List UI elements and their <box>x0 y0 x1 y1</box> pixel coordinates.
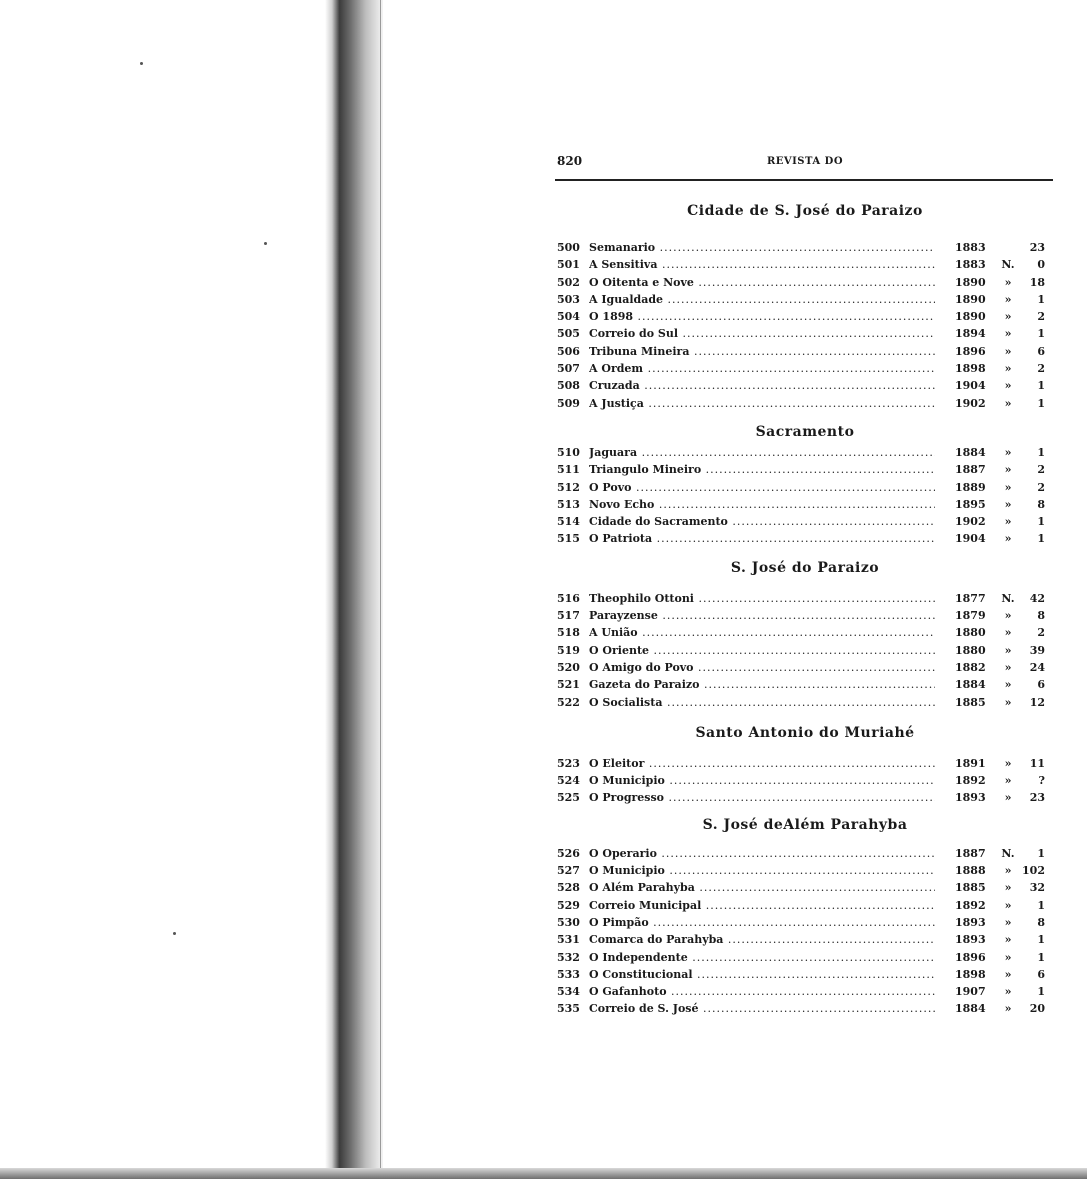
entry-year: 1898 <box>955 967 986 981</box>
entry-count: 6 <box>1037 678 1045 692</box>
entry-title: A Ordem ..... <box>589 360 935 377</box>
entry-row <box>555 444 1055 461</box>
entry-mark: » <box>1004 915 1012 929</box>
entry-number: 528 <box>557 881 580 895</box>
entry-count: 1 <box>1037 396 1045 410</box>
entry-year: 1880 <box>955 643 986 657</box>
entry-mark: » <box>1004 379 1012 393</box>
entry-number: 517 <box>557 609 580 623</box>
entry-year: 1898 <box>955 362 986 376</box>
entry-mark: » <box>1004 396 1012 410</box>
entry-count: 18 <box>1029 275 1045 289</box>
entry-mark: » <box>1004 985 1012 999</box>
entry-number: 513 <box>557 497 580 511</box>
entry-year: 1902 <box>955 396 986 410</box>
entry-title: O Operario ..... <box>589 845 935 862</box>
entry-count: 8 <box>1037 497 1045 511</box>
entry-mark: N. <box>1001 591 1015 605</box>
entry-number: 500 <box>557 241 580 254</box>
entry-number: 530 <box>557 915 580 929</box>
entry-row <box>555 343 1055 360</box>
entry-row <box>555 291 1055 308</box>
entry-number: 524 <box>557 774 580 788</box>
entry-row <box>555 624 1055 641</box>
entry-year: 1904 <box>955 532 986 546</box>
entry-row <box>555 479 1055 496</box>
entry-mark: » <box>1004 344 1012 358</box>
book-page <box>555 150 1055 1018</box>
entry-list <box>555 239 1055 412</box>
running-head <box>555 150 1055 176</box>
entry-number: 527 <box>557 864 580 878</box>
entry-row <box>555 659 1055 676</box>
scan-speck <box>140 62 143 65</box>
entry-mark: » <box>1004 362 1012 376</box>
entry-row <box>555 308 1055 325</box>
section-title: Santo Antonio do Muriahé <box>695 724 915 741</box>
entry-title: O Pimpão ..... <box>589 914 935 931</box>
entry-row <box>555 862 1055 879</box>
entry-mark: » <box>1004 660 1012 674</box>
entry-row <box>555 274 1055 291</box>
entry-number: 508 <box>557 379 580 393</box>
entry-mark: » <box>1004 791 1012 805</box>
entry-title: Cidade do Sacramento ..... <box>589 513 935 530</box>
entry-count: 2 <box>1037 310 1045 324</box>
entry-count: 1 <box>1037 445 1045 459</box>
entry-number: 518 <box>557 626 580 640</box>
entry-row <box>555 530 1055 547</box>
entry-title: Cruzada ..... <box>589 377 935 394</box>
entry-year: 1894 <box>955 327 986 341</box>
entry-list <box>555 755 1055 807</box>
entry-row <box>555 755 1055 772</box>
entry-number: 533 <box>557 967 580 981</box>
entry-row <box>555 789 1055 806</box>
entry-number: 535 <box>557 1002 580 1016</box>
entry-title: O Progresso ..... <box>589 789 935 806</box>
entry-count: 1 <box>1037 933 1045 947</box>
entry-title: O Socialista ..... <box>589 694 935 711</box>
entry-title: A Justiça ..... <box>589 395 935 412</box>
entry-title: O Oitenta e Nove ..... <box>589 274 935 291</box>
entry-count: 42 <box>1029 591 1045 605</box>
section-title: S. José do Paraizo <box>730 559 880 576</box>
entry-count: 102 <box>1022 864 1045 878</box>
entry-title: O Municipio ..... <box>589 772 935 789</box>
section-title: Cidade de S. José do Paraizo <box>687 203 923 219</box>
entry-number: 529 <box>557 898 580 912</box>
entry-year: 1896 <box>955 344 986 358</box>
section-title: Sacramento <box>755 423 855 440</box>
entry-row <box>555 983 1055 1000</box>
entry-row <box>555 325 1055 342</box>
book-spine-shadow <box>325 0 383 1179</box>
entry-row <box>555 676 1055 693</box>
page-edge-line <box>380 0 381 1179</box>
entry-year: 1885 <box>955 695 986 709</box>
entry-mark: » <box>1004 695 1012 709</box>
entry-number: 520 <box>557 660 580 674</box>
entry-mark: » <box>1004 898 1012 912</box>
entry-mark: » <box>1004 678 1012 692</box>
entry-year: 1890 <box>955 310 986 324</box>
entry-year: 1907 <box>955 985 986 999</box>
entry-number: 534 <box>557 985 580 999</box>
running-head-title: REVISTA DO <box>766 156 844 167</box>
entry-title: O 1898 ..... <box>589 308 935 325</box>
entry-row <box>555 256 1055 273</box>
entry-mark: » <box>1004 463 1012 477</box>
entry-mark: » <box>1004 445 1012 459</box>
entry-mark: » <box>1004 756 1012 770</box>
entry-row <box>555 897 1055 914</box>
entry-year: 1883 <box>955 241 986 254</box>
entry-title: O Municipio ..... <box>589 862 935 879</box>
entry-row <box>555 845 1055 862</box>
entry-row <box>555 607 1055 624</box>
entry-count: 32 <box>1029 881 1045 895</box>
entry-count: 6 <box>1037 344 1045 358</box>
entry-row <box>555 377 1055 394</box>
entry-number: 504 <box>557 310 580 324</box>
entry-year: 1883 <box>955 258 986 272</box>
entry-year: 1889 <box>955 480 986 494</box>
entry-number: 507 <box>557 362 580 376</box>
entry-title: O Independente ..... <box>589 949 935 966</box>
entry-number: 525 <box>557 791 580 805</box>
entry-year: 1904 <box>955 379 986 393</box>
entry-title: Theophilo Ottoni ..... <box>589 590 935 607</box>
entry-mark: » <box>1004 497 1012 511</box>
entry-row <box>555 1000 1055 1017</box>
entry-number: 506 <box>557 344 580 358</box>
entry-mark: N. <box>1001 258 1015 272</box>
entry-year: 1877 <box>955 591 986 605</box>
entry-year: 1887 <box>955 463 986 477</box>
entry-year: 1902 <box>955 515 986 529</box>
entry-mark: » <box>1004 626 1012 640</box>
entry-row <box>555 513 1055 530</box>
entry-number: 505 <box>557 327 580 341</box>
entry-number: 512 <box>557 480 580 494</box>
entry-year: 1893 <box>955 915 986 929</box>
entry-mark: » <box>1004 609 1012 623</box>
scan-speck <box>264 242 267 245</box>
entry-year: 1884 <box>955 678 986 692</box>
entry-mark: » <box>1004 950 1012 964</box>
entry-number: 519 <box>557 643 580 657</box>
entry-count: 1 <box>1037 292 1045 306</box>
entry-year: 1879 <box>955 609 986 623</box>
entry-count: 1 <box>1037 846 1045 860</box>
entry-title: O Amigo do Povo ..... <box>589 659 935 676</box>
entry-row <box>555 642 1055 659</box>
entry-count: 8 <box>1037 609 1045 623</box>
section-title: S. José deAlém Parahyba <box>702 816 908 833</box>
entry-mark: » <box>1004 292 1012 306</box>
entry-year: 1896 <box>955 950 986 964</box>
entry-number: 516 <box>557 591 580 605</box>
entry-title: O Constitucional ..... <box>589 966 935 983</box>
entry-title: A Sensitiva ..... <box>589 256 935 273</box>
entry-mark: » <box>1004 1002 1012 1016</box>
entry-count: 1 <box>1037 950 1045 964</box>
entry-title: A União ..... <box>589 624 935 641</box>
entry-count: 20 <box>1029 1002 1045 1016</box>
entry-title: Parayzense ..... <box>589 607 935 624</box>
entry-year: 1892 <box>955 774 986 788</box>
entry-list <box>555 845 1055 1018</box>
entry-count: 6 <box>1037 967 1045 981</box>
entry-number: 522 <box>557 695 580 709</box>
entry-year: 1884 <box>955 445 986 459</box>
entry-year: 1890 <box>955 292 986 306</box>
entry-count: 2 <box>1037 480 1045 494</box>
entry-number: 532 <box>557 950 580 964</box>
entry-year: 1892 <box>955 898 986 912</box>
entry-title: O Oriente ..... <box>589 642 935 659</box>
entry-title: Correio Municipal ..... <box>589 897 935 914</box>
entry-count: 39 <box>1029 643 1045 657</box>
entry-year: 1885 <box>955 881 986 895</box>
entry-mark: » <box>1004 774 1012 788</box>
entry-row <box>555 590 1055 607</box>
entry-mark: » <box>1004 480 1012 494</box>
entry-count: 1 <box>1037 379 1045 393</box>
entry-title: Correio do Sul ..... <box>589 325 935 342</box>
entry-number: 501 <box>557 258 580 272</box>
entry-year: 1893 <box>955 791 986 805</box>
entry-mark: » <box>1004 967 1012 981</box>
entry-mark: » <box>1004 327 1012 341</box>
entry-count: 2 <box>1037 626 1045 640</box>
entry-row <box>555 461 1055 478</box>
entry-title: O Patriota ..... <box>589 530 935 547</box>
entry-title: O Eleitor ..... <box>589 755 935 772</box>
entry-year: 1888 <box>955 864 986 878</box>
entry-mark: » <box>1004 532 1012 546</box>
entry-row <box>555 360 1055 377</box>
entry-title: O Povo ..... <box>589 479 935 496</box>
entry-year: 1880 <box>955 626 986 640</box>
entry-title: A Igualdade ..... <box>589 291 935 308</box>
entry-year: 1891 <box>955 756 986 770</box>
entry-title: Comarca do Parahyba ..... <box>589 931 935 948</box>
entry-number: 514 <box>557 515 580 529</box>
entry-count: 1 <box>1037 532 1045 546</box>
entry-year: 1882 <box>955 660 986 674</box>
entry-title: Triangulo Mineiro ..... <box>589 461 935 478</box>
entry-number: 503 <box>557 292 580 306</box>
entry-count: 2 <box>1037 463 1045 477</box>
entry-title: Gazeta do Paraizo ..... <box>589 676 935 693</box>
entry-mark: » <box>1004 933 1012 947</box>
entry-number: 531 <box>557 933 580 947</box>
entry-title: Correio de S. José ..... <box>589 1000 935 1017</box>
entry-number: 510 <box>557 445 580 459</box>
entry-row <box>555 931 1055 948</box>
entry-count: 24 <box>1029 660 1045 674</box>
entry-title: O Além Parahyba ..... <box>589 879 935 896</box>
entry-count: 1 <box>1037 898 1045 912</box>
entry-title: Tribuna Mineira ..... <box>589 343 935 360</box>
entry-row <box>555 966 1055 983</box>
entry-count: 0 <box>1037 258 1045 272</box>
entry-title: Jaguara ..... <box>589 444 935 461</box>
sections-container <box>555 203 1055 1018</box>
entry-mark: » <box>1004 864 1012 878</box>
entry-count: 12 <box>1029 695 1045 709</box>
entry-mark: » <box>1004 310 1012 324</box>
entry-row <box>555 496 1055 513</box>
entry-number: 526 <box>557 846 580 860</box>
entry-count: 1 <box>1037 515 1045 529</box>
entry-count: 8 <box>1037 915 1045 929</box>
entry-count: 1 <box>1037 327 1045 341</box>
header-rule <box>555 179 1053 181</box>
entry-title: O Gafanhoto ..... <box>589 983 935 1000</box>
entry-number: 515 <box>557 532 580 546</box>
entry-row <box>555 395 1055 412</box>
entry-year: 1890 <box>955 275 986 289</box>
entry-count: 23 <box>1029 241 1045 254</box>
entry-year: 1887 <box>955 846 986 860</box>
scan-speck <box>173 932 176 935</box>
entry-number: 521 <box>557 678 580 692</box>
entry-mark: » <box>1004 515 1012 529</box>
scan-bottom-edge <box>0 1168 1087 1179</box>
entry-number: 502 <box>557 275 580 289</box>
entry-year: 1884 <box>955 1002 986 1016</box>
page-number: 820 <box>557 154 583 168</box>
entry-count: 23 <box>1029 791 1045 805</box>
entry-mark: » <box>1004 881 1012 895</box>
entry-mark: » <box>1004 275 1012 289</box>
entry-row <box>555 879 1055 896</box>
entry-number: 511 <box>557 463 580 477</box>
entry-count: ? <box>1038 774 1045 788</box>
entry-count: 1 <box>1037 985 1045 999</box>
entry-count: 2 <box>1037 362 1045 376</box>
entry-list <box>555 590 1055 711</box>
entry-row <box>555 772 1055 789</box>
entry-year: 1895 <box>955 497 986 511</box>
entry-number: 523 <box>557 756 580 770</box>
entry-count: 11 <box>1029 756 1045 770</box>
entry-row <box>555 949 1055 966</box>
entry-row <box>555 694 1055 711</box>
entry-row <box>555 914 1055 931</box>
entry-title: Novo Echo ..... <box>589 496 935 513</box>
entry-year: 1893 <box>955 933 986 947</box>
entry-title: Semanario ..... <box>589 239 935 256</box>
entry-number: 509 <box>557 396 580 410</box>
entry-mark: » <box>1004 643 1012 657</box>
entry-row <box>555 239 1055 256</box>
entry-mark: N. <box>1001 846 1015 860</box>
entry-list <box>555 444 1055 548</box>
